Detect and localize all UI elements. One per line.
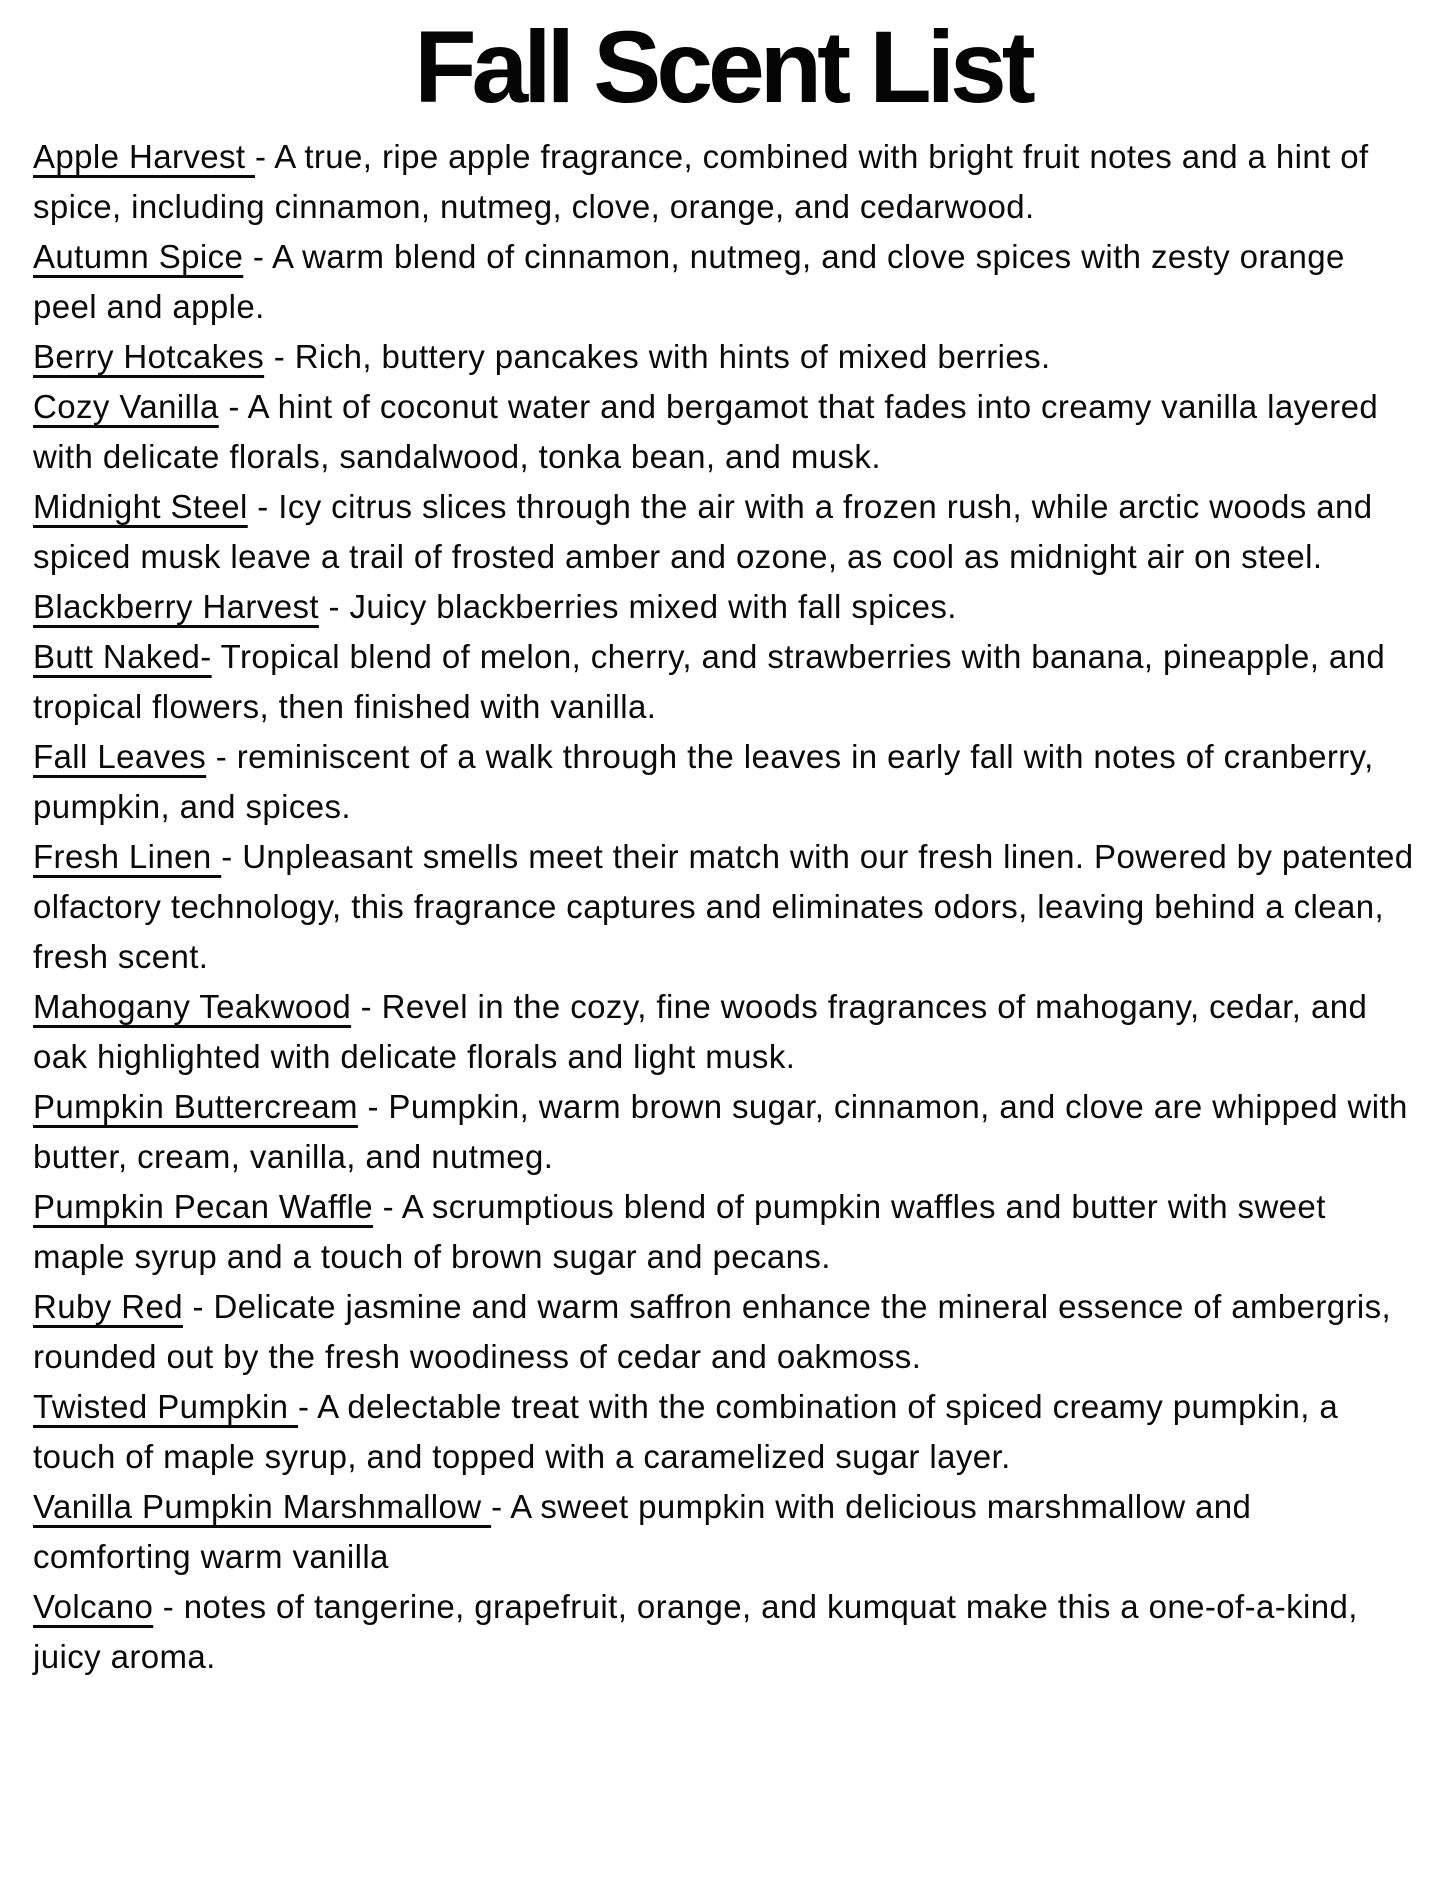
scent-entry — [33, 582, 1417, 632]
scent-separator: - — [218, 388, 248, 425]
scent-name: Apple Harvest — [33, 138, 256, 175]
scent-entry — [33, 482, 1417, 582]
scent-description: A scrumptious blend of pumpkin waffles and butter with sweet maple syrup and a touch of brown sugar and pecans. — [33, 1188, 1326, 1275]
scent-name: Pumpkin Pecan Waffle — [33, 1188, 373, 1225]
scent-description: notes of tangerine, grapefruit, orange, and kumquat make this a one-of-a-kind, juicy aroma. — [33, 1588, 1358, 1675]
scent-name: Vanilla Pumpkin Marshmallow — [33, 1488, 492, 1525]
scent-separator: - — [298, 1388, 318, 1425]
scent-separator: - — [357, 1088, 389, 1125]
page-title: Fall Scent List — [414, 10, 1031, 124]
scent-entry — [33, 1382, 1417, 1482]
scent-description: Unpleasant smells meet their match with our fresh linen. Powered by patented olfactory technology, this fragrance captures and eliminates odors, leaving behind a clean, fresh scent. — [33, 838, 1414, 975]
scent-description: A warm blend of cinnamon, nutmeg, and clove spices with zesty orange peel and apple. — [33, 238, 1345, 325]
scent-entry — [33, 232, 1417, 332]
scent-description: A sweet pumpkin with delicious marshmallow and comforting warm vanilla — [33, 1488, 1252, 1575]
scent-description: Pumpkin, warm brown sugar, cinnamon, and clove are whipped with butter, cream, vanilla, and nutmeg. — [33, 1088, 1408, 1175]
scent-separator: - — [264, 338, 295, 375]
scent-description: Delicate jasmine and warm saffron enhance the mineral essence of ambergris, rounded out by the fresh woodiness of cedar and oakmoss. — [33, 1288, 1392, 1375]
scent-description: A true, ripe apple fragrance, combined with bright fruit notes and a hint of spice, including cinnamon, nutmeg, clove, orange, and cedarwood. — [33, 138, 1369, 225]
scent-entry — [33, 832, 1417, 982]
scent-name: Fall Leaves — [33, 738, 207, 775]
scent-entry — [33, 1582, 1417, 1682]
scent-separator: - — [351, 988, 382, 1025]
scent-name: Butt Naked- — [33, 638, 212, 675]
scent-name: Cozy Vanilla — [33, 388, 219, 425]
scent-entry — [33, 1182, 1417, 1282]
scent-description: A hint of coconut water and bergamot that fades into creamy vanilla layered with delicate florals, sandalwood, tonka bean, and musk. — [33, 388, 1379, 475]
scent-name: Autumn Spice — [33, 238, 244, 275]
scent-name: Mahogany Teakwood — [33, 988, 352, 1025]
scent-description: reminiscent of a walk through the leaves in early fall with notes of cranberry, pumpkin, and spices. — [33, 738, 1374, 825]
scent-description: Tropical blend of melon, cherry, and strawberries with banana, pineapple, and tropical flowers, then finished with vanilla. — [33, 638, 1386, 725]
scent-separator: - — [182, 1288, 214, 1325]
scent-separator: - — [153, 1588, 184, 1625]
scent-separator: - — [221, 838, 243, 875]
scent-name: Berry Hotcakes — [33, 338, 265, 375]
scent-description: Icy citrus slices through the air with a frozen rush, while arctic woods and spiced musk leave a trail of frosted amber and ozone, as cool as midnight air on steel. — [33, 488, 1373, 575]
scent-name: Midnight Steel — [33, 488, 248, 525]
scent-separator: - — [255, 138, 275, 175]
scent-description: Juicy blackberries mixed with fall spices. — [349, 588, 957, 625]
scent-entry — [33, 332, 1417, 382]
scent-entry — [33, 1282, 1417, 1382]
scent-entry — [33, 732, 1417, 832]
scent-name: Ruby Red — [33, 1288, 183, 1325]
scent-separator: - — [206, 738, 237, 775]
scent-name: Volcano — [33, 1588, 154, 1625]
page — [0, 8, 1445, 1879]
scent-name: Twisted Pumpkin — [33, 1388, 299, 1425]
scent-separator: - — [243, 238, 272, 275]
scent-entry — [33, 132, 1417, 232]
scent-entry — [33, 1482, 1417, 1582]
scent-description: A delectable treat with the combination of spiced creamy pumpkin, a touch of maple syrup, and topped with a caramelized sugar layer. — [33, 1388, 1339, 1475]
scent-name: Blackberry Harvest — [33, 588, 319, 625]
scent-name: Fresh Linen — [33, 838, 222, 875]
scent-description: Rich, buttery pancakes with hints of mixed berries. — [294, 338, 1051, 375]
scent-separator: - — [318, 588, 350, 625]
scent-name: Pumpkin Buttercream — [33, 1088, 358, 1125]
scent-entry — [33, 1082, 1417, 1182]
scent-separator: - — [247, 488, 279, 525]
scent-entry — [33, 382, 1417, 482]
scent-separator — [212, 638, 221, 675]
scent-separator: - — [373, 1188, 402, 1225]
scent-separator: - — [491, 1488, 511, 1525]
scent-entry — [33, 982, 1417, 1082]
scent-list — [0, 132, 1445, 1682]
scent-description: Revel in the cozy, fine woods fragrances of mahogany, cedar, and oak highlighted with delicate florals and light musk. — [33, 988, 1368, 1075]
scent-entry — [33, 632, 1417, 732]
